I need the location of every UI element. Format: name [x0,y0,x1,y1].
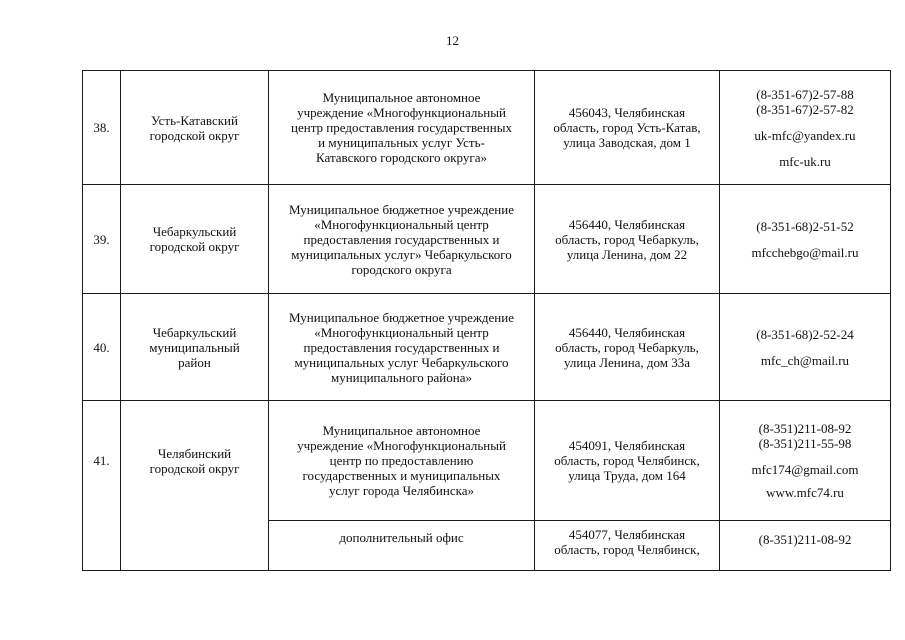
district-line: муниципальный [149,339,240,355]
organization-line: муниципальных услуг Чебаркульского [294,354,509,370]
contacts-cell [720,71,891,185]
organization-line: и муниципальных услуг Усть- [318,135,485,150]
email-address: mfc_ch@mail.ru [760,352,850,368]
address-line: 454077, Челябинская [568,527,686,542]
address-line: область, город Челябинск, [554,542,700,557]
organization-line: государственных и муниципальных [302,468,501,483]
address-line: улица Ленина, дом 22 [566,246,688,262]
organization-line: «Многофункциональный центр [314,216,489,232]
district-cell-continued [121,521,269,571]
district-line: Челябинский [157,445,232,461]
address-line: 456440, Челябинская [568,216,686,232]
table-row [83,294,891,401]
district-line: городской округ [149,239,240,254]
organization-cell [269,401,535,521]
organization-line: Муниципальное бюджетное учреждение [289,201,514,217]
district-cell [121,294,269,401]
contacts-cell [720,294,891,401]
district-line: городской округ [149,460,240,476]
organization-line: предоставления государственных и [303,231,500,247]
organization-line: Муниципальное бюджетное учреждение [289,309,514,325]
address-line: улица Труда, дом 164 [568,468,686,483]
district-line: Усть-Катавский [151,112,238,128]
address-line: улица Заводская, дом 1 [563,135,691,150]
address-line: 456440, Челябинская [568,324,686,340]
phone-number: (8-351-68)2-52-24 [756,326,854,342]
email-address: mfc174@gmail.com [751,462,859,477]
table-row [83,71,891,185]
website-url: www.mfc74.ru [766,485,844,500]
organization-line: учреждение «Многофункциональный [297,438,506,453]
address-line: область, город Чебаркуль, [555,339,699,355]
organization-line: «Многофункциональный центр [314,324,489,340]
organization-line: Катавского городского округа» [316,150,487,165]
phone-number: (8-351)211-08-92 [758,532,852,547]
organization-line: услуг города Челябинска» [329,483,474,498]
organization-line: муниципальных услуг» Чебаркульского [291,246,512,262]
address-line: 456043, Челябинская [568,105,686,120]
district-cell [121,185,269,294]
row-number-continued [83,521,121,571]
district-cell [121,71,269,185]
address-line: область, город Челябинск, [554,453,700,468]
row-number: 41. [83,401,121,521]
phone-number: (8-351-67)2-57-82 [756,101,854,117]
phone-number: (8-351-67)2-57-88 [756,86,854,102]
table-row [83,521,891,571]
website-url: mfc-uk.ru [779,153,831,169]
mfc-directory-table [82,70,891,571]
row-number: 39. [83,185,121,294]
district-line: район [178,354,211,370]
page-number: 12 [446,33,459,48]
organization-line: Муниципальное автономное [322,90,481,105]
contacts-cell [720,185,891,294]
organization-line: предоставления государственных и [303,339,500,355]
organization-line: учреждение «Многофункциональный [297,105,506,120]
row-number: 38. [83,71,121,185]
email-address: uk-mfc@yandex.ru [754,127,856,143]
table-row [83,401,891,521]
address-line: область, город Усть-Катав, [553,120,701,135]
organization-line: центр по предоставлению [329,453,474,468]
office-label: дополнительный офис [339,530,464,545]
address-line: 454091, Челябинская [568,438,686,453]
address-cell [535,521,720,571]
organization-cell [269,521,535,571]
organization-line: центр предоставления государственных [291,120,512,135]
organization-cell [269,294,535,401]
table-row [83,185,891,294]
email-address: mfcchebgo@mail.ru [751,244,859,260]
organization-line: городского округа [351,261,452,277]
contacts-cell [720,401,891,521]
organization-line: Муниципальное автономное [322,423,481,438]
district-line: городской округ [149,127,240,143]
organization-cell [269,71,535,185]
organization-cell [269,185,535,294]
address-line: улица Ленина, дом 33а [563,354,691,370]
phone-number: (8-351)211-08-92 [758,421,852,436]
organization-line: муниципального района» [331,369,472,385]
phone-number: (8-351)211-55-98 [758,436,852,451]
row-number: 40. [83,294,121,401]
address-cell [535,185,720,294]
address-cell [535,294,720,401]
district-cell [121,401,269,521]
district-line: Чебаркульский [152,324,237,340]
address-cell [535,401,720,521]
contacts-cell [720,521,891,571]
address-cell [535,71,720,185]
phone-number: (8-351-68)2-51-52 [756,218,854,234]
district-line: Чебаркульский [152,224,237,239]
address-line: область, город Чебаркуль, [555,231,699,247]
